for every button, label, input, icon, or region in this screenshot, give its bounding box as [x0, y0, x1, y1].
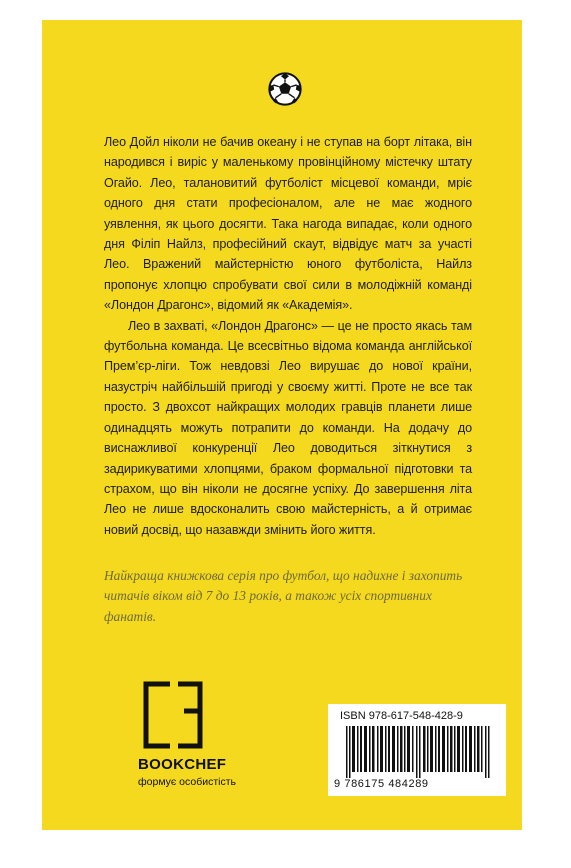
isbn-digits: 9 786175 484289	[334, 778, 429, 790]
barcode-icon	[346, 726, 490, 778]
isbn-barcode-block	[328, 704, 506, 796]
isbn-label: ISBN 978-617-548-428-9	[340, 710, 463, 722]
soccer-ball-icon	[268, 72, 302, 106]
publisher-name: BOOKCHEF	[138, 756, 227, 773]
description-paragraph: Лео в захваті, «Лондон Драгонс» — це не просто якась там футбольна команда. Це всесвітньо відома команда англійської Прем’єр-ліги. Тож невдовзі Лео вирушає до нової країни, назустріч найбільшій пригоді у своєму житті. Проте не все так просто. З двохсот найкращих молодих гравців планети лише одинадцять можуть потрапити до команди. На додачу до виснажливої конкуренції Лео доводиться зіткнутися з задирикуватими хлопцями, браком формальної підготовки та страхом, що він ніколи не досягне успіху. До завершення літа Лео не лише вдосконалить свою майстерність, а й отримає новий досвід, що назавжди змінить його життя.	[104, 318, 472, 537]
book-description	[104, 132, 472, 540]
series-tagline: Найкраща книжкова серія про футбол, що надихне і захопить читачів віком від 7 до 13 років, а також усіх спортивних фанатів.	[104, 568, 463, 624]
book-back-cover	[42, 20, 522, 830]
bookchef-logo-icon	[142, 680, 206, 750]
description-paragraph: Лео Дойл ніколи не бачив океану і не ступав на борт літака, він народився і виріс у маленькому провінційному містечку штату Огайо. Лео, талановитий футболіст місцевої команди, мріє одного дня стати професіоналом, але не має жодного уявлення, як цього досягти. Така нагода випадає, коли одного дня Філіп Найлз, професійний скаут, відвідує матч за участі Лео. Вражений майстерністю юного футболіста, Найлз пропонує хлопцю спробувати свої сили в молодіжній команді «Лондон Драгонс», відомий як «Академія».	[104, 135, 472, 313]
publisher-slogan: формує особистість	[138, 776, 237, 788]
